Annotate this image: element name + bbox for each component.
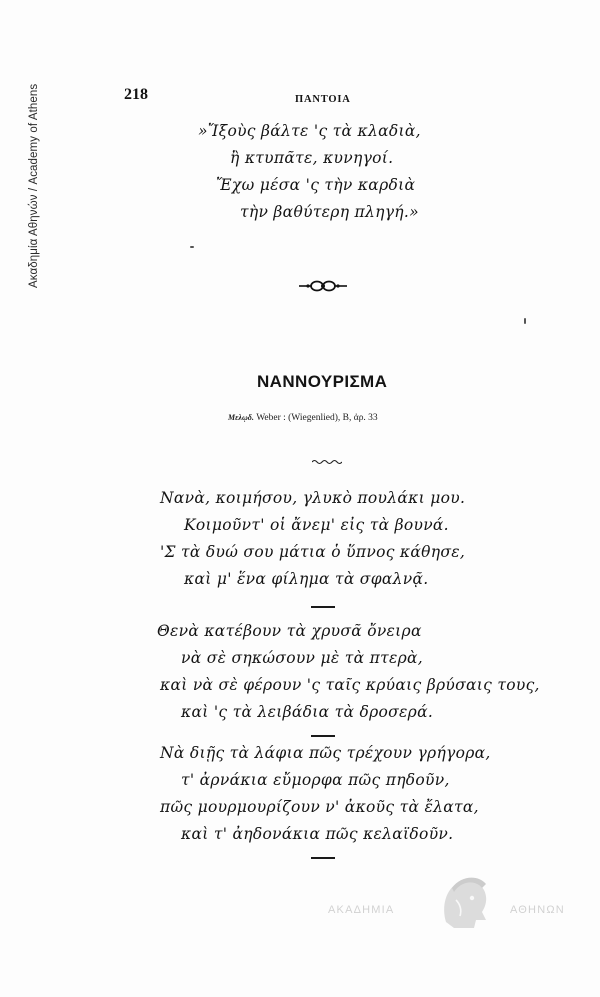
verse-line: καὶ μ' ἕνα φίλημα τὰ σφαλνᾷ. bbox=[184, 570, 429, 588]
poem-title: ΝΑΝΝΟΥΡΙΣΜΑ bbox=[257, 372, 388, 391]
verse-line: καὶ τ' ἀηδονάκια πῶς κελαϊδοῦν. bbox=[181, 825, 454, 843]
academy-credit-label: Ακαδημία Αθηνών / Academy of Athens bbox=[28, 83, 40, 288]
music-credit bbox=[228, 413, 378, 423]
prev-poem-line: Ἔχω μέσα 'ς τὴν καρδιὰ bbox=[216, 176, 416, 194]
prev-poem-line: ἢ κτυπᾶτε, κυνηγοί. bbox=[230, 149, 394, 167]
music-credit-prefix: Μελῳδ. bbox=[228, 413, 254, 422]
verse-line: καὶ νὰ σὲ φέρουν 'ς ταῖς κρύαις βρύσαις τους, bbox=[160, 676, 540, 694]
scan-speck bbox=[190, 246, 194, 248]
verse-line: 'Σ τὰ δυώ σου μάτια ὁ ὕπνος κάθησε, bbox=[160, 543, 466, 561]
tilde-rule bbox=[312, 450, 342, 469]
verse-line: τ' ἀρνάκια εὔμορφα πῶς πηδοῦν, bbox=[181, 771, 450, 789]
stanza-separator bbox=[311, 606, 335, 608]
stanza-separator bbox=[311, 735, 335, 737]
verse-line: καὶ 'ς τὰ λειβάδια τὰ δροσερά. bbox=[181, 703, 434, 721]
ornament-divider bbox=[298, 278, 348, 297]
verse-line: Κοιμοῦντ' οἱ ἄνεμ' εἰς τὰ βουνά. bbox=[184, 516, 449, 534]
watermark-text-right: ΑΘΗΝΩΝ bbox=[510, 904, 565, 916]
verse-line: Νανὰ, κοιμήσου, γλυκὸ πουλάκι μου. bbox=[160, 489, 466, 507]
music-credit-text: Weber : (Wiegenlied), B, ἀρ. 33 bbox=[256, 413, 378, 423]
verse-line: Νὰ διῇς τὰ λάφια πῶς τρέχουν γρήγορα, bbox=[160, 744, 491, 762]
prev-poem-line: τὴν βαθύτερη πληγή.» bbox=[240, 203, 419, 221]
athena-head-icon bbox=[432, 870, 496, 938]
verse-line: Θενὰ κατέβουν τὰ χρυσᾶ ὄνειρα bbox=[157, 622, 422, 640]
watermark-text-left: ΑΚΑΔΗΜΙΑ bbox=[328, 904, 395, 916]
verse-line: νὰ σὲ σηκώσουν μὲ τὰ πτερὰ, bbox=[181, 649, 423, 667]
stanza-separator bbox=[311, 857, 335, 859]
academy-watermark bbox=[328, 870, 578, 930]
page-number: 218 bbox=[124, 86, 148, 103]
scan-speck bbox=[524, 318, 526, 324]
running-head: ΠΑΝΤΟΙΑ bbox=[295, 94, 351, 105]
verse-line: πῶς μουρμουρίζουν ν' ἀκοῦς τὰ ἔλατα, bbox=[160, 798, 479, 816]
prev-poem-line: »Ἴξοὺς βάλτε 'ς τὰ κλαδιὰ, bbox=[198, 122, 421, 140]
